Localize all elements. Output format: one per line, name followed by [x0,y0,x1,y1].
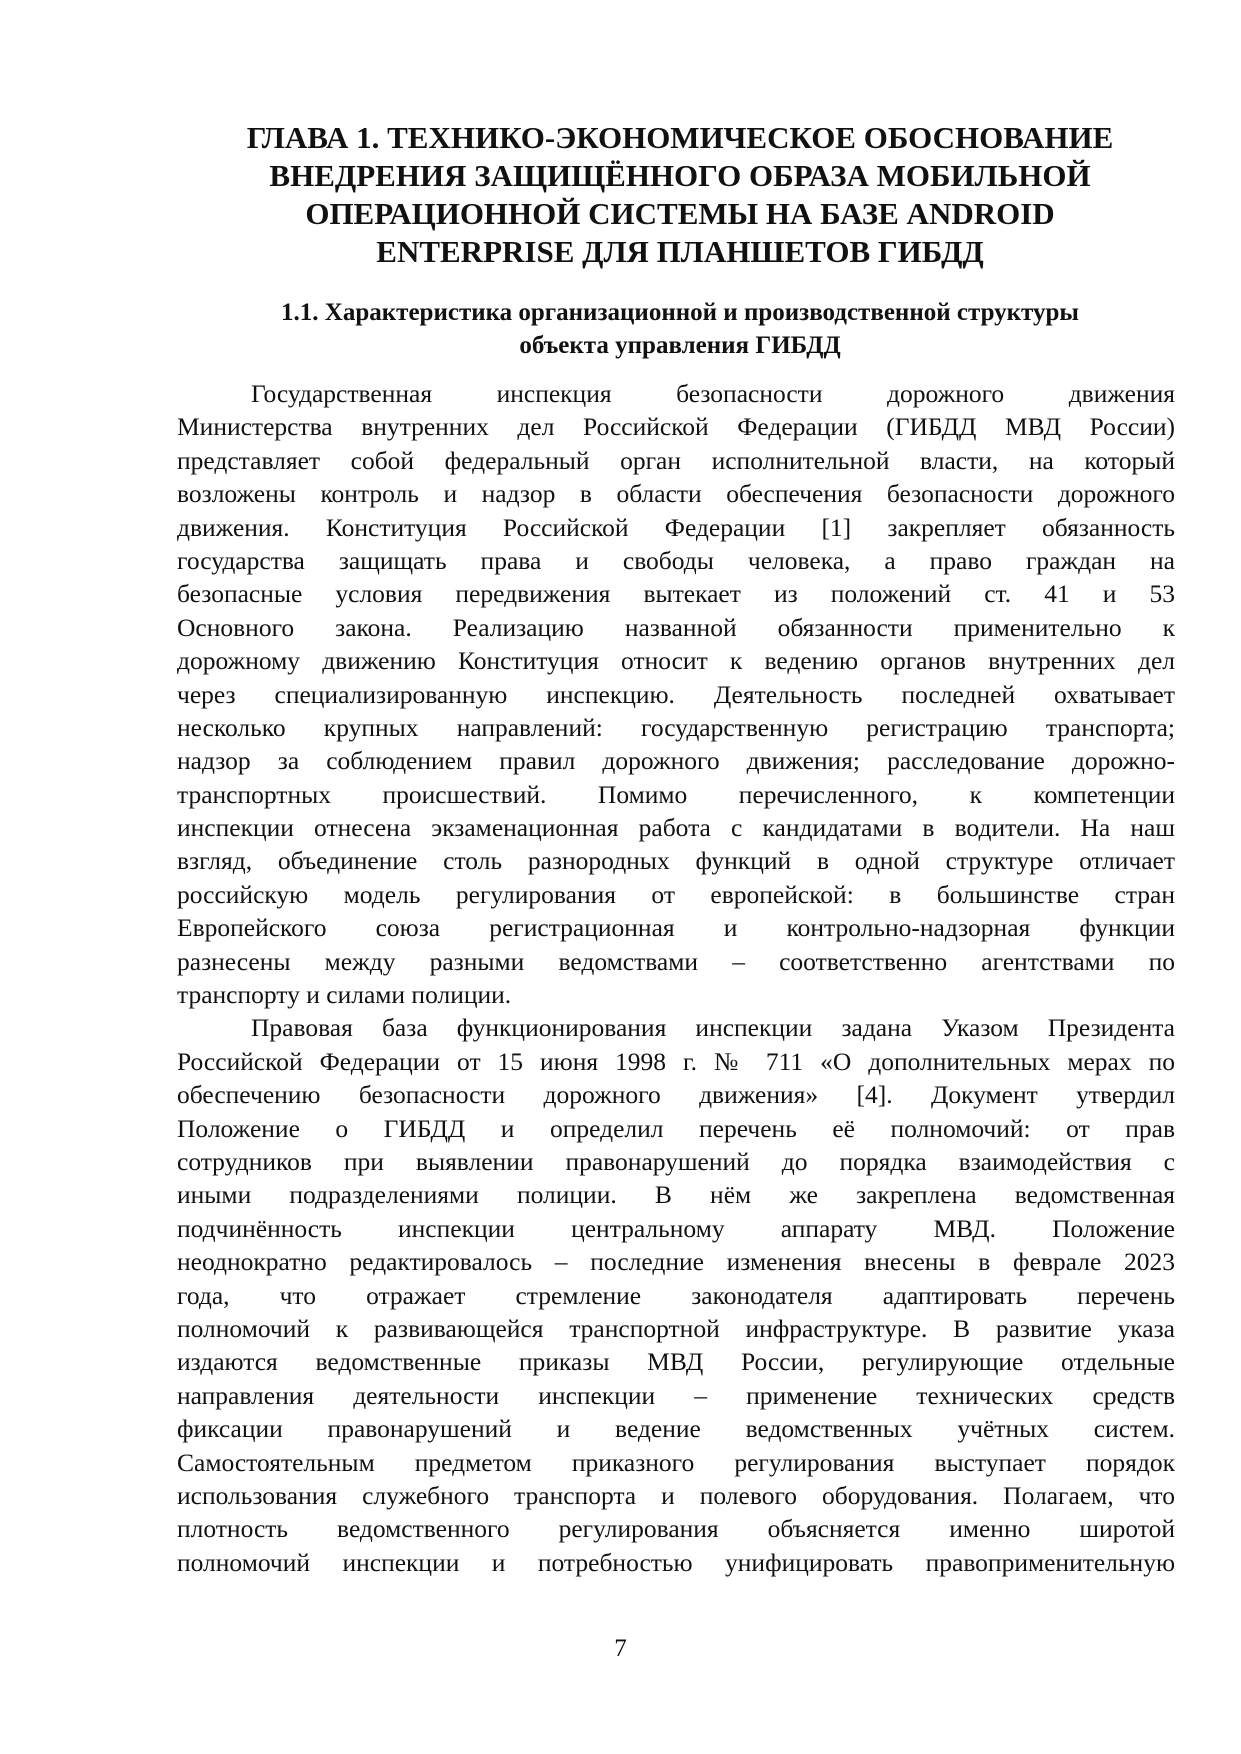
text-line: Европейского союза регистрационная и контрольно-надзорная функции [177,913,1175,943]
text-line: взгляд, объединение столь разнородных функций в одной структуре отличает [177,846,1175,876]
text-line: Положение о ГИБДД и определил перечень её полномочий: от прав [177,1113,1175,1143]
text-line: транспортных происшествий. Помимо перечисленного, к компетенции [177,779,1175,809]
text-line: через специализированную инспекцию. Деятельность последней охватывает [177,679,1175,709]
text-line: государства защищать права и свободы человека, а право граждан на [177,545,1175,575]
text-line: Правовая база функционирования инспекции задана Указом Президента [251,1013,1175,1043]
chapter-title-line: ENTERPRISE ДЛЯ ПЛАНШЕТОВ ГИБДД [376,234,984,269]
text-line: безопасные условия передвижения вытекает из положений ст. 41 и 53 [177,579,1175,609]
text-line: движения. Конституция Российской Федерации [1] закрепляет обязанность [177,512,1175,542]
section-title [190,296,1170,362]
text-line: полномочий инспекции и потребностью унифицировать правоприменительную [177,1547,1175,1577]
chapter-title-line: ГЛАВА 1. ТЕХНИКО-ЭКОНОМИЧЕСКОЕ ОБОСНОВАНИЕ [246,120,1114,155]
text-line: полномочий к развивающейся транспортной инфраструктуре. В развитие указа [177,1313,1175,1343]
text-line: подчинённость инспекции центральному аппарату МВД. Положение [177,1213,1175,1243]
text-line: возложены контроль и надзор в области обеспечения безопасности дорожного [177,479,1175,509]
text-line: представляет собой федеральный орган исполнительной власти, на который [177,445,1175,475]
text-line: российскую модель регулирования от европейской: в большинстве стран [177,879,1175,909]
text-line: транспорту и силами полиции. [177,980,512,1010]
paragraph [177,377,1175,1011]
text-line: инспекции отнесена экзаменационная работа с кандидатами в водители. На наш [177,813,1175,843]
text-line: направления деятельности инспекции – применение технических средств [177,1380,1175,1410]
text-line: неоднократно редактировалось – последние изменения внесены в феврале 2023 [177,1247,1175,1277]
chapter-title-line: ОПЕРАЦИОННОЙ СИСТЕМЫ НА БАЗЕ ANDROID [305,196,1055,231]
text-line: несколько крупных направлений: государственную регистрацию транспорта; [177,712,1175,742]
text-line: издаются ведомственные приказы МВД России, регулирующие отдельные [177,1347,1175,1377]
text-line: сотрудников при выявлении правонарушений до порядка взаимодействия с [177,1146,1175,1176]
text-line: Министерства внутренних дел Российской Федерации (ГИБДД МВД России) [177,412,1175,442]
text-line: Российской Федерации от 15 июня 1998 г. № 711 «О дополнительных мерах по [177,1046,1175,1076]
chapter-title [190,119,1170,271]
page-number: 7 [614,1635,627,1662]
text-line: плотность ведомственного регулирования объясняется именно широтой [177,1514,1175,1544]
text-line: использования служебного транспорта и полевого оборудования. Полагаем, что [177,1480,1175,1510]
text-line: фиксации правонарушений и ведение ведомственных учётных систем. [177,1414,1175,1444]
body-text [177,377,1175,1579]
text-line: разнесены между разными ведомствами – соответственно агентствами по [177,946,1175,976]
text-line: иными подразделениями полиции. В нём же закреплена ведомственная [177,1180,1175,1210]
text-line: надзор за соблюдением правил дорожного движения; расследование дорожно- [177,746,1175,776]
text-line: обеспечению безопасности дорожного движения» [4]. Документ утвердил [177,1080,1175,1110]
section-title-line: 1.1. Характеристика организационной и производственной структуры [281,299,1079,326]
text-line: дорожному движению Конституция относит к ведению органов внутренних дел [177,646,1175,676]
paragraph [177,1011,1175,1579]
text-line: Государственная инспекция безопасности дорожного движения [251,379,1175,408]
section-title-line: объекта управления ГИБДД [519,332,841,359]
text-line: Основного закона. Реализацию названной обязанности применительно к [177,612,1175,642]
chapter-title-line: ВНЕДРЕНИЯ ЗАЩИЩЁННОГО ОБРАЗА МОБИЛЬНОЙ [269,158,1091,193]
text-line: года, что отражает стремление законодателя адаптировать перечень [177,1280,1175,1310]
text-line: Самостоятельным предметом приказного регулирования выступает порядок [177,1447,1175,1477]
